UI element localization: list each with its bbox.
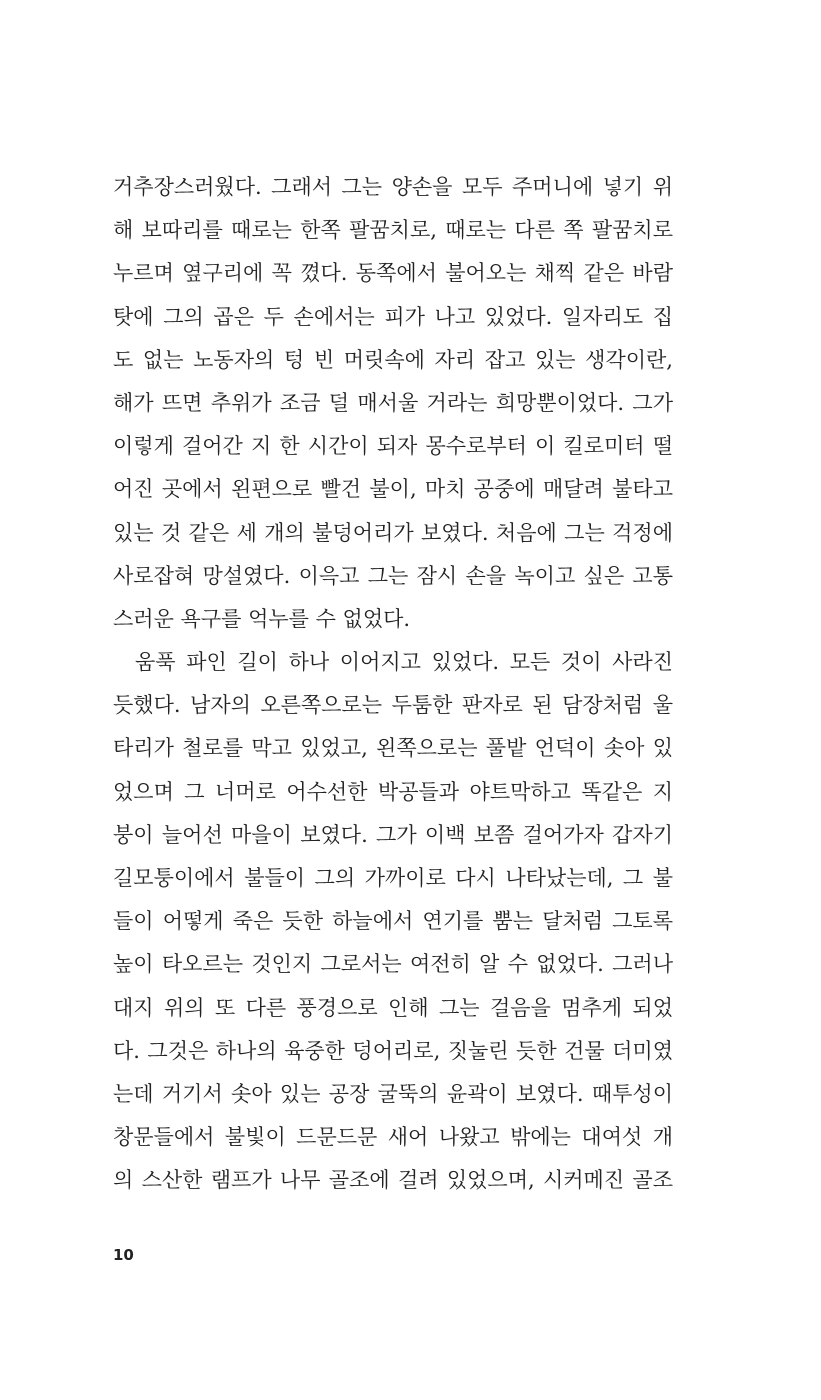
text-line: 창문들에서 불빛이 드문드문 새어 나왔고 밖에는 대여섯 개 [113, 1125, 673, 1150]
text-line: 이렇게 걸어간 지 한 시간이 되자 몽수로부터 이 킬로미터 떨 [113, 434, 673, 459]
text-line: 스러운 욕구를 억누를 수 없었다. [113, 606, 411, 631]
paragraph-1 [113, 166, 673, 641]
text-line: 있는 것 같은 세 개의 불덩어리가 보였다. 처음에 그는 걱정에 [113, 520, 673, 545]
text-line: 들이 어떻게 죽은 듯한 하늘에서 연기를 뿜는 달처럼 그토록 [113, 909, 673, 934]
text-line: 움푹 파인 길이 하나 이어지고 있었다. 모든 것이 사라진 [135, 650, 673, 675]
text-line: 높이 타오르는 것인지 그로서는 여전히 알 수 없었다. 그러나 [113, 952, 673, 977]
text-line: 붕이 늘어선 마을이 보였다. 그가 이백 보쯤 걸어가자 갑자기 [113, 822, 673, 847]
text-line: 해가 뜨면 추위가 조금 덜 매서울 거라는 희망뿐이었다. 그가 [113, 390, 673, 415]
page-number: 10 [113, 1246, 134, 1264]
text-line: 탓에 그의 곱은 두 손에서는 피가 나고 있었다. 일자리도 집 [113, 304, 673, 329]
text-line: 타리가 철로를 막고 있었고, 왼쪽으로는 풀밭 언덕이 솟아 있 [113, 736, 673, 761]
text-line: 의 스산한 램프가 나무 골조에 걸려 있었으며, 시커메진 골조 [113, 1168, 673, 1193]
body-text [113, 166, 673, 1203]
text-line: 사로잡혀 망설였다. 이윽고 그는 잠시 손을 녹이고 싶은 고통 [113, 563, 673, 588]
text-line: 거추장스러웠다. 그래서 그는 양손을 모두 주머니에 넣기 위 [113, 175, 673, 199]
text-line: 길모퉁이에서 불들이 그의 가까이로 다시 나타났는데, 그 불 [113, 866, 673, 890]
text-line: 도 없는 노동자의 텅 빈 머릿속에 자리 잡고 있는 생각이란, [113, 347, 673, 372]
text-line: 해 보따리를 때로는 한쪽 팔꿈치로, 때로는 다른 쪽 팔꿈치로 [113, 218, 673, 243]
text-line: 었으며 그 너머로 어수선한 박공들과 야트막하고 똑같은 지 [113, 779, 673, 804]
text-line: 대지 위의 또 다른 풍경으로 인해 그는 걸음을 멈추게 되었 [113, 995, 673, 1020]
text-line: 듯했다. 남자의 오른쪽으로는 두툼한 판자로 된 담장처럼 울 [113, 693, 673, 718]
text-line: 다. 그것은 하나의 육중한 덩어리로, 짓눌린 듯한 건물 더미였 [113, 1038, 673, 1063]
paragraph-2 [113, 641, 673, 1202]
text-line: 누르며 옆구리에 꼭 꼈다. 동쪽에서 불어오는 채찍 같은 바람 [113, 261, 673, 286]
text-line: 는데 거기서 솟아 있는 공장 굴뚝의 윤곽이 보였다. 때투성이 [113, 1081, 673, 1106]
text-line: 어진 곳에서 왼편으로 빨건 불이, 마치 공중에 매달려 불타고 [113, 477, 673, 502]
